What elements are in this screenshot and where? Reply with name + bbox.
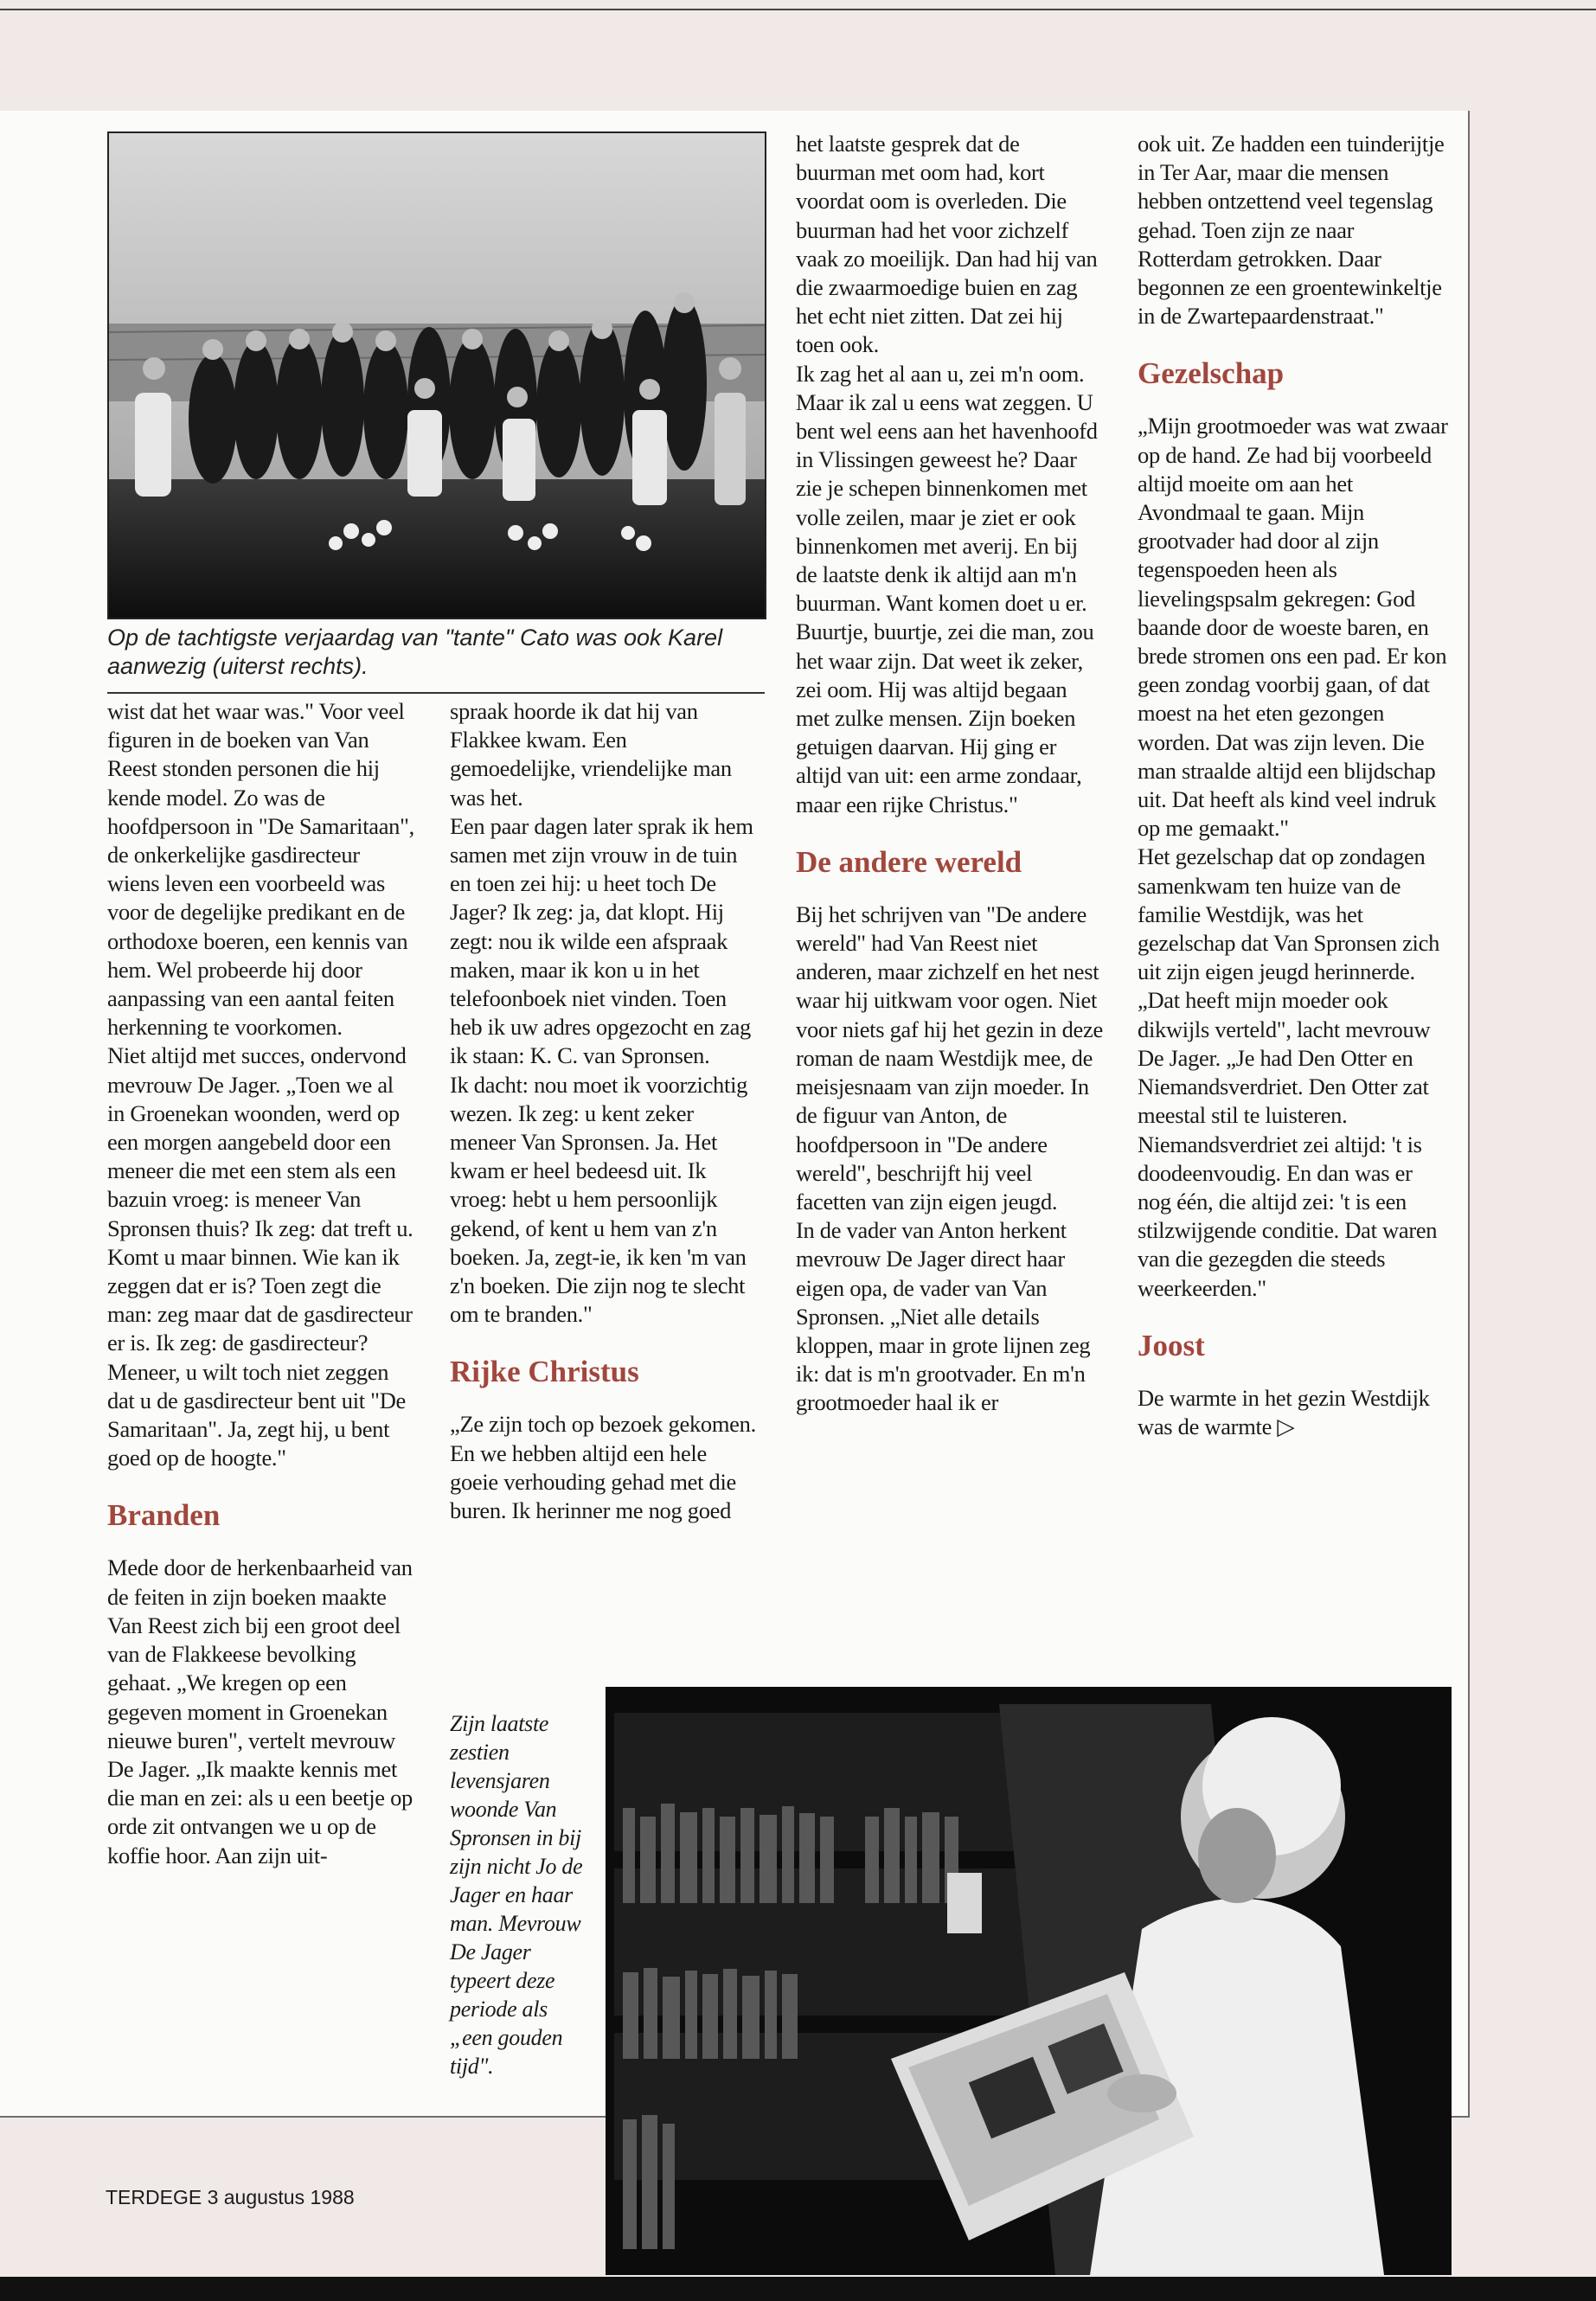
top-photo-caption: Op de tachtigste verjaardag van "tante" Cato was ook Karel aanwezig (uiterst rechts). [107, 625, 723, 679]
heading-de-andere-wereld: De andere wereld [796, 844, 1022, 879]
bottom-scan-edge [0, 2277, 1596, 2301]
column-2 [450, 697, 757, 1525]
column-1 [107, 697, 414, 1870]
bottom-photo-caption: Zijn laatste zestien levensjaren woonde Van Spronsen in bij zijn nicht Jo de Jager en haar man. Mevrouw De Jager typeert deze periode als „een gouden tijd". [450, 1711, 583, 2079]
col4-paragraph-3: Het gezelschap dat op zondagen samenkwam ten huize van de familie Westdijk, was het gezelschap dat Van Spronsen zich uit zijn eigen jeugd herinnerde. „Dat heeft mijn moeder ook dikwijls verteld", lacht mevrouw De Jager. „Je had Den Otter en Niemandsverdriet. Den Otter zat meestal stil te luisteren. Niemandsverdriet zei altijd: 't is doodeenvoudig. En dan was er nog één, die altijd zei: 't is een stilzwijgende conditie. Dat waren van die gezegden die steeds weerkeerden." [1138, 843, 1440, 1301]
woman-with-album-photo [606, 1687, 1452, 2275]
col3-paragraph-3: Bij het schrijven van "De andere wereld" had Van Reest niet anderen, maar zichzelf en het nest waar hij uitkwam voor ogen. Niet voor niets gaf hij het gezin in deze roman de naam Westdijk mee, de meisjesnaam van zijn moeder. In de figuur van Anton, de hoofdpersoon in "De andere wereld", beschrijft hij veel facetten van zijn eigen jeugd. [796, 901, 1103, 1215]
col2-paragraph-3: Ik dacht: nou moet ik voorzichtig wezen. Ik zeg: u kent zeker meneer Van Spronsen. Ja. Het kwam er heel bedeesd uit. Ik vroeg: hebt u hem persoonlijk gekend, of kent u hem van z'n boeken. Ja, zegt-ie, ik ken 'm van z'n boeken. Die zijn nog te slecht om te branden." [450, 1071, 748, 1328]
col2-paragraph-1: spraak hoorde ik dat hij van Flakkee kwam. Een gemoedelijke, vriendelijke man was het. [450, 698, 732, 811]
col1-paragraph-1: wist dat het waar was." Voor veel figuren in de boeken van Van Reest stonden personen die hij kende model. Zo was de hoofdpersoon in "De Samaritaan", de onkerkelijke gasdirecteur wiens leven een voorbeeld was voor de degelijke predikant en de orthodoxe boeren, een kennis van hem. Wel probeerde hij door aanpassing van een aantal feiten herkenning te voorkomen. [107, 698, 414, 1041]
col4-paragraph-2: „Mijn grootmoeder was wat zwaar op de hand. Ze had bij voorbeeld altijd moeite om aan het Avondmaal te gaan. Mijn grootvader had door al zijn tegenspoeden heen als lievelingspsalm gekregen: God baande door de woeste baren, en brede stromen ons een pad. Er kon geen zondag voorbij gaan, of dat moest na het eten gezongen worden. Dat was zijn leven. Die man straalde altijd een blijdschap uit. Dat heeft als kind veel indruk op me gemaakt." [1138, 413, 1448, 842]
group-photo-image [109, 133, 765, 618]
col2-paragraph-2: Een paar dagen later sprak ik hem samen met zijn vrouw in de tuin en toen zei hij: u heet toch De Jager? Ik zeg: ja, dat klopt. Hij zegt: nou ik wilde een afspraak maken, maar ik kon u in het telefoonboek niet vinden. Toen heb ik uw adres opgezocht en zag ik staan: K. C. van Spronsen. [450, 812, 753, 1069]
col4-paragraph-1: ook uit. Ze hadden een tuinderijtje in Ter Aar, maar die mensen hebben ontzettend veel tegenslag gehad. Toen zijn ze naar Rotterdam getrokken. Daar begonnen ze een groentewinkeltje in de Zwartepaardenstraat." [1138, 131, 1445, 330]
page-footer: TERDEGE 3 augustus 1988 [106, 2186, 355, 2208]
column-4 [1138, 130, 1449, 1441]
column-3 [796, 130, 1103, 1418]
woman-with-album-image [606, 1687, 1452, 2275]
col2-paragraph-4: „Ze zijn toch op bezoek gekomen. En we hebben altijd een hele goeie verhouding gehad met die buren. Ik herinner me nog goed [450, 1411, 756, 1524]
heading-gezelschap: Gezelschap [1138, 356, 1285, 391]
magazine-page [0, 111, 1470, 2118]
continue-arrow-icon: ▷ [1277, 1413, 1295, 1439]
heading-branden: Branden [107, 1498, 221, 1533]
heading-joost: Joost [1138, 1328, 1205, 1362]
col1-paragraph-3: Mede door de herkenbaarheid van de feiten in zijn boeken maakte Van Reest zich bij een groot deel van de Flakkeese bevolking gehaat. „We kregen op een gegeven moment in Groenekan nieuwe buren", vertelt mevrouw De Jager. „Ik maakte kennis met die man en zei: als u een beetje op orde zit ontvangen we u op de koffie hoor. Aan zijn uit- [107, 1554, 413, 1868]
heading-rijke-christus: Rijke Christus [450, 1355, 639, 1389]
col4-paragraph-4: De warmte in het gezin Westdijk was de warmte ▷ [1138, 1384, 1430, 1439]
caption-divider [107, 692, 765, 694]
col3-paragraph-4: In de vader van Anton herkent mevrouw De Jager direct haar eigen opa, de vader van Van Spronsen. „Niet alle details kloppen, maar in grote lijnen zeg ik: dat is m'n grootvader. En m'n grootmoeder haal ik er [796, 1217, 1091, 1416]
top-border-line [0, 9, 1596, 10]
group-photo [107, 131, 766, 619]
col3-paragraph-1: het laatste gesprek dat de buurman met oom had, kort voordat oom is overleden. Die buurman had het voor zichzelf vaak zo moeilijk. Dan had hij van die zwaarmoedige buien en zag het echt niet zitten. Dat zei hij toen ook. [796, 131, 1098, 358]
col1-paragraph-2: Niet altijd met succes, ondervond mevrouw De Jager. „Toen we al in Groenekan woonden, werd op een morgen aangebeld door een meneer die met een stem als een bazuin vroeg: is meneer Van Spronsen thuis? Ik zeg: dat treft u. Komt u maar binnen. Wie kan ik zeggen dat er is? Toen zegt die man: zeg maar dat de gasdirecteur er is. Ik zeg: de gasdirecteur? Meneer, u wilt toch niet zeggen dat u de gasdirecteur bent uit "De Samaritaan". Ja, zegt hij, u bent goed op de hoogte." [107, 1042, 413, 1471]
col3-paragraph-2: Ik zag het al aan u, zei m'n oom. Maar ik zal u eens wat zeggen. U bent wel eens aan het havenhoofd in Vlissingen geweest he? Daar zie je schepen binnenkomen met volle zeilen, maar je ziet er ook binnenkomen met averij. En bij de laatste denk ik altijd aan m'n buurman. Want komen doet u er. Buurtje, buurtje, zei die man, zou het waar zijn. Dat weet ik zeker, zei oom. Hij was altijd begaan met zulke mensen. Zijn boeken getuigen daarvan. Hij ging er altijd van uit: een arme zondaar, maar een rijke Christus." [796, 360, 1098, 817]
